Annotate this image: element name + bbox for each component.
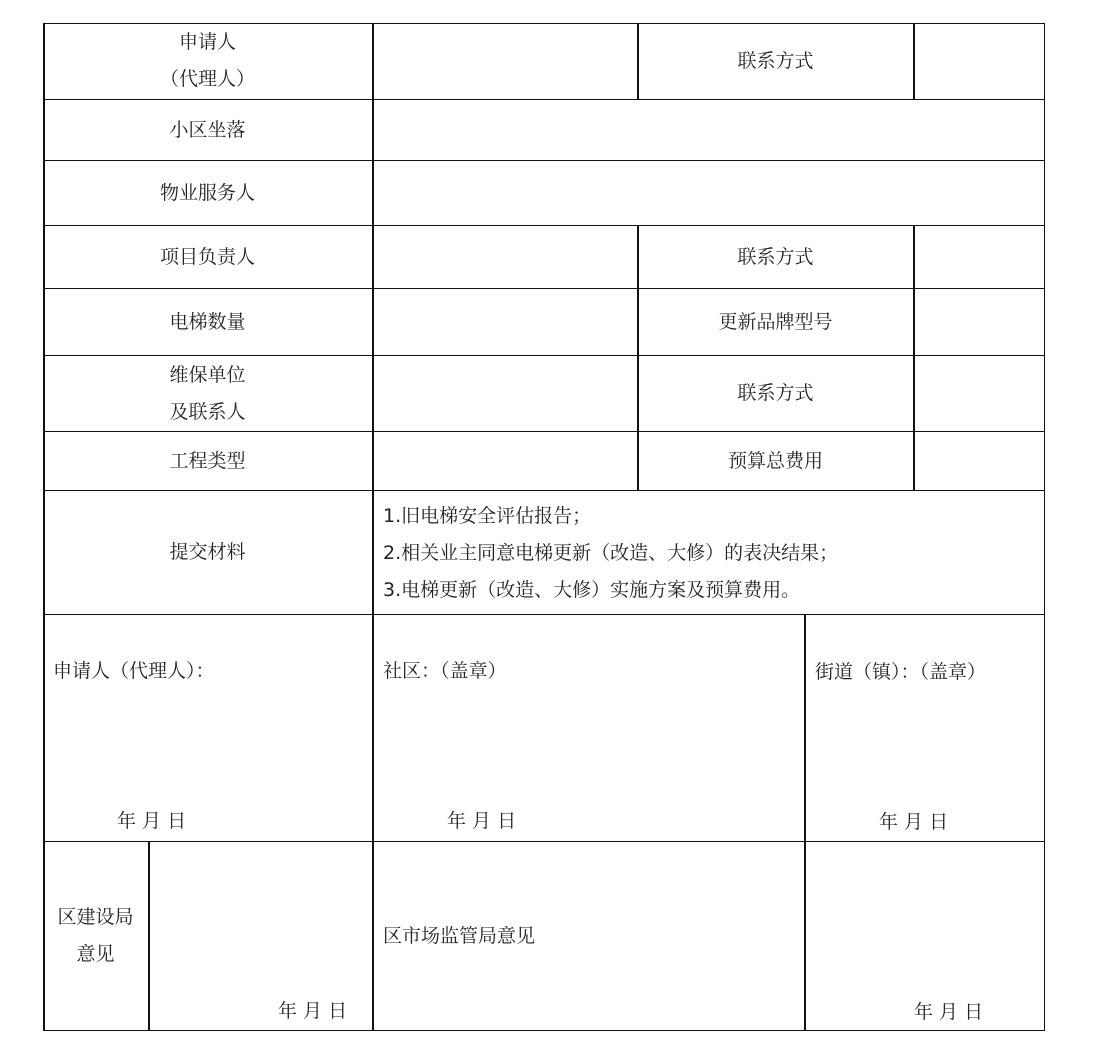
- project-lead-field[interactable]: [373, 226, 637, 288]
- project-lead-label: 项目负责人: [159, 245, 255, 268]
- project-type-field[interactable]: [373, 432, 637, 490]
- elevator-count-label: 电梯数量: [169, 310, 246, 333]
- maintenance-unit-label-line1: 维保单位: [169, 363, 246, 386]
- community-seal-label: 社区：（盖章）: [383, 660, 507, 682]
- materials-label: 提交材料: [169, 541, 246, 563]
- contact-label: 联系方式: [737, 49, 814, 72]
- applicant-signature-label: 申请人（代理人）：: [53, 660, 215, 682]
- form-border-bottom: [43, 1030, 1045, 1031]
- materials-item: 1.旧电梯安全评估报告；: [383, 505, 592, 527]
- market-supervision-date-label: 年 月 日: [914, 1001, 984, 1023]
- applicant-label-line2: （代理人）: [159, 68, 255, 90]
- market-supervision-opinion-label: 区市场监管局意见: [383, 925, 536, 947]
- community-date-label: 年 月 日: [447, 810, 517, 832]
- district-construction-label-line1: 区建设局: [57, 906, 134, 928]
- applicant-date-label: 年 月 日: [117, 810, 187, 832]
- contact-value-field[interactable]: [914, 356, 1044, 431]
- district-construction-date-label: 年 月 日: [278, 1000, 348, 1022]
- brand-model-label: 更新品牌型号: [718, 310, 833, 333]
- applicant-label: [43, 23, 372, 99]
- community-location-label: 小区坐落: [169, 118, 246, 141]
- row-divider: [43, 614, 1045, 615]
- elevator-renewal-application-form: [43, 23, 1045, 1031]
- budget-total-field[interactable]: [914, 432, 1044, 490]
- district-construction-opinion-label: [43, 842, 148, 1030]
- property-service-label: 物业服务人: [159, 181, 255, 204]
- project-type-label: 工程类型: [169, 449, 246, 472]
- elevator-count-field[interactable]: [373, 289, 637, 355]
- applicant-value-field[interactable]: [373, 23, 637, 99]
- maintenance-unit-label: [43, 356, 372, 431]
- community-location-field[interactable]: [373, 100, 1044, 160]
- street-date-label: 年 月 日: [879, 811, 949, 833]
- materials-item: 3.电梯更新（改造、大修）实施方案及预算费用。: [383, 579, 801, 601]
- materials-item: 2.相关业主同意电梯更新（改造、大修）的表决结果；: [383, 542, 839, 564]
- applicant-label-line1: 申请人: [178, 31, 236, 53]
- district-construction-label-line2: 意见: [76, 943, 115, 965]
- maintenance-unit-label-line2: 及联系人: [169, 400, 246, 423]
- maintenance-unit-field[interactable]: [373, 356, 637, 431]
- contact-label: 联系方式: [737, 382, 814, 404]
- budget-total-label: 预算总费用: [727, 449, 823, 472]
- contact-label: 联系方式: [737, 245, 814, 268]
- materials-list: [383, 498, 838, 609]
- contact-value-field[interactable]: [914, 226, 1044, 288]
- brand-model-field[interactable]: [914, 289, 1044, 355]
- property-service-field[interactable]: [373, 161, 1044, 225]
- street-seal-label: 街道（镇）：（盖章）: [815, 661, 987, 683]
- contact-value-field[interactable]: [914, 23, 1044, 99]
